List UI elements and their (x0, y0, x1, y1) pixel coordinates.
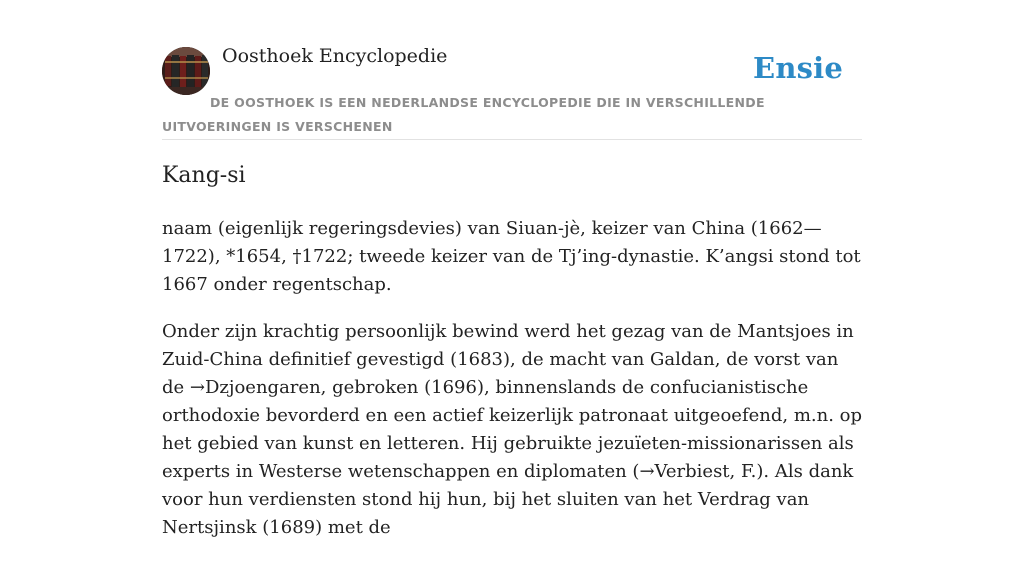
site-tagline: DE OOSTHOEK IS EEN NEDERLANDSE ENCYCLOPEDIE DIE IN VERSCHILLENDE UITVOERINGEN IS VERSCHENEN (162, 95, 765, 134)
article-title: Kang-si (162, 163, 246, 188)
article-body (162, 215, 862, 561)
brand-logo[interactable]: Ensie (753, 51, 843, 85)
article-paragraph: Onder zijn krachtig persoonlijk bewind werd het gezag van de Mantsjoes in Zuid-China definitief gevestigd (1683), de macht van Galdan, de vorst van de →Dzjoengaren, gebroken (1696), binnenslands de confucianistische orthodoxie bevorderd en een actief keizerlijk patronaat uitgeoefend, m.n. op het gebied van kunst en letteren. Hij gebruikte jezuïeten-missionarissen als experts in Westerse wetenschappen en diplomaten (→Verbiest, F.). Als dank voor hun verdiensten stond hij hun, bij het sluiten van het Verdrag van Nertsjinsk (1689) met de (162, 321, 863, 538)
page-container (162, 0, 863, 538)
site-title[interactable]: Oosthoek Encyclopedie (222, 45, 448, 67)
site-header (162, 0, 862, 140)
book-shelf-icon[interactable] (162, 47, 210, 95)
article-paragraph: naam (eigenlijk regeringsdevies) van Siuan-jè, keizer van China (1662—1722), *1654, †1722; tweede keizer van de Tj’ing-dynastie. K’angsi stond tot 1667 onder regentschap. (162, 218, 861, 295)
